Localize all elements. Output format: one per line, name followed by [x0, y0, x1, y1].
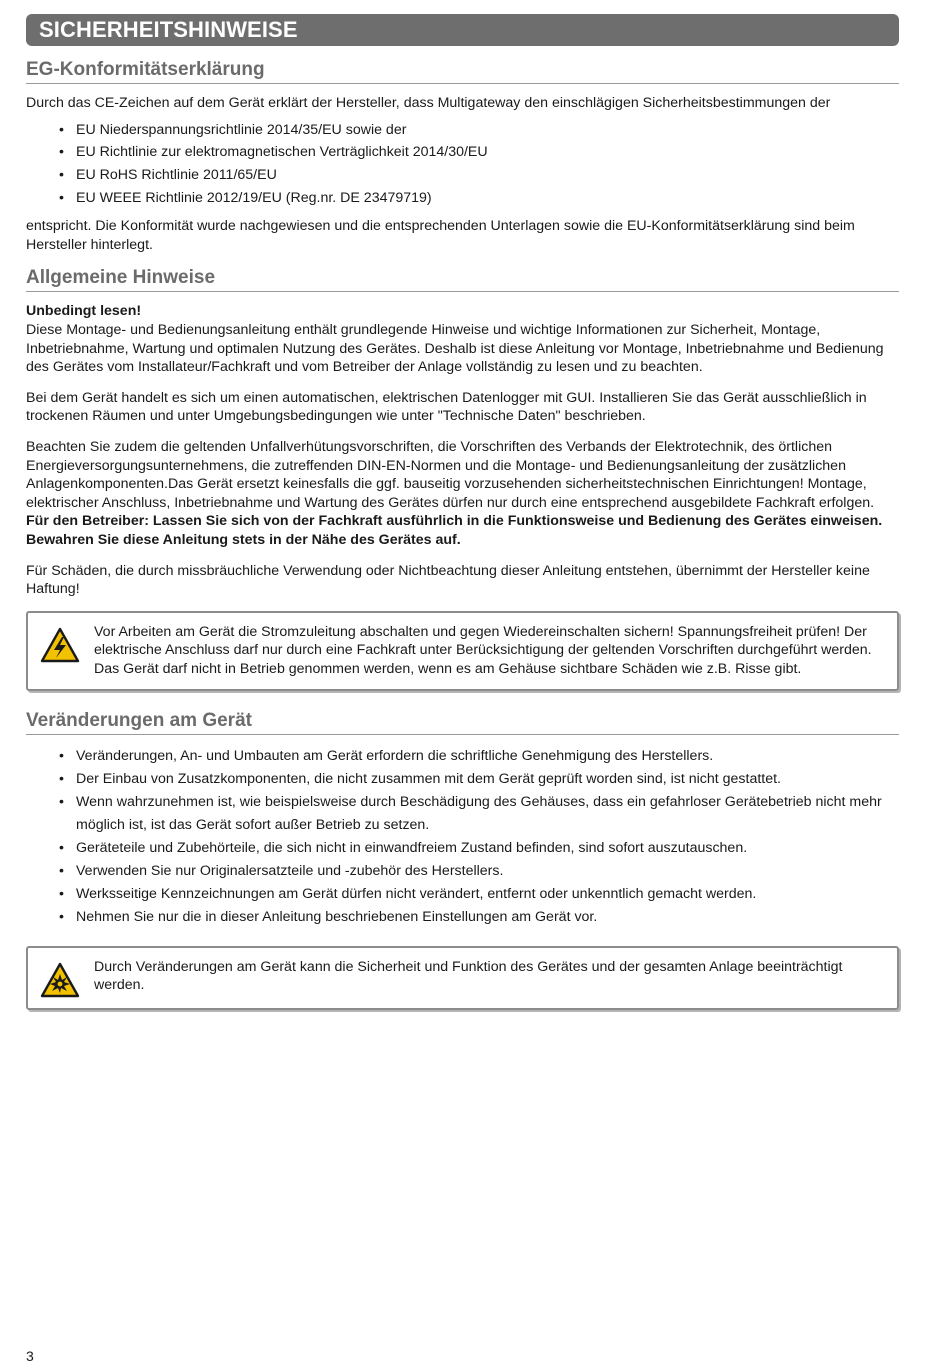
explosion-warning-text: Durch Veränderungen am Gerät kann die Sicherheit und Funktion des Gerätes und der gesamten Anlage beeinträchtigt werden. [94, 958, 843, 994]
electrical-warning-text: Vor Arbeiten am Gerät die Stromzuleitung abschalten und gegen Wiedereinschalten sichern! Spannungsfreiheit prüfen! Der elektrische Anschluss darf nur durch eine Fachkraft unter Berücksichtigung der geltenden Vorschriften durchgeführt werden. Das Gerät darf nicht in Betrieb genommen werden, wenn es am Gehäuse sichtbare Schäden wie z.B. Risse gibt. [94, 623, 872, 677]
list-item: • Wenn wahrzunehmen ist, wie beispielsweise durch Beschädigung des Gehäuses, dass ein gefahrloser Gerätebetrieb nicht mehr möglich ist, ist das Gerät sofort außer Betrieb zu setzen. [26, 791, 899, 837]
explosion-warning-box [26, 946, 899, 1010]
operator-note: Für den Betreiber: Lassen Sie sich von der Fachkraft ausführlich in die Funktionsweise und Bedienung des Gerätes einweisen. Bewahren Sie diese Anleitung stets in der Nähe des Gerätes auf. [26, 513, 883, 548]
page-number: 3 [26, 1348, 34, 1364]
list-item: • EU Richtlinie zur elektromagnetischen Verträglichkeit 2014/30/EU [26, 143, 899, 162]
list-item: • Verwenden Sie nur Originalersatzteile und -zubehör des Herstellers. [26, 860, 899, 883]
list-item: • EU RoHS Richtlinie 2011/65/EU [26, 166, 899, 185]
conformity-heading: EG-Konformitätserklärung [26, 58, 899, 84]
list-item: • Nehmen Sie nur die in dieser Anleitung beschriebenen Einstellungen am Gerät vor. [26, 906, 899, 929]
general-paragraph-4: Für Schäden, die durch missbräuchliche Verwendung oder Nichtbeachtung dieser Anleitung entstehen, übernimmt der Hersteller keine Haftung! [26, 562, 870, 598]
general-paragraph-3: Beachten Sie zudem die geltenden Unfallverhütungsvorschriften, die Vorschriften des Verbands der Elektrotechnik, des örtlichen Energieversorgungsunternehmens, die zutreffenden DIN-EN-Normen und die Montage- und Bedienungsanleitung der zusätzlichen Anlagenkomponenten.Das Gerät ersetzt keinesfalls die ggf. bauseitig vorzusehenden sicherheitstechnischen Einrichtungen! Montage, elektrischer Anschluss, Inbetriebnahme und Wartung des Gerätes dürfen nur durch eine entsprechend ausgebildete Fachkraft erfolgen. [26, 439, 875, 511]
page-title: SICHERHEITSHINWEISE [26, 14, 899, 46]
conformity-list [26, 121, 899, 208]
list-item: • Veränderungen, An- und Umbauten am Gerät erfordern die schriftliche Genehmigung des Herstellers. [26, 745, 899, 768]
high-voltage-warning-icon [40, 627, 80, 663]
must-read-label: Unbedingt lesen! [26, 303, 142, 320]
conformity-outro: entspricht. Die Konformität wurde nachgewiesen und die entsprechenden Unterlagen sowie die EU-Konformitätserklärung sind beim Hersteller hinterlegt. [26, 218, 855, 253]
modifications-heading: Veränderungen am Gerät [26, 709, 899, 735]
modifications-list [26, 745, 899, 929]
list-item: • EU Niederspannungsrichtlinie 2014/35/EU sowie der [26, 121, 899, 140]
general-section [26, 266, 899, 690]
list-item: • Geräteteile und Zubehörteile, die sich nicht in einwandfreiem Zustand befinden, sind sofort auszutauschen. [26, 837, 899, 860]
conformity-intro: Durch das CE-Zeichen auf dem Gerät erklärt der Hersteller, dass Multigateway den einschlägigen Sicherheitsbestimmungen der [26, 95, 831, 111]
modifications-section [26, 709, 899, 1010]
conformity-section [26, 58, 899, 254]
explosion-warning-icon [40, 962, 80, 998]
document-page [26, 14, 899, 1028]
list-item: • EU WEEE Richtlinie 2012/19/EU (Reg.nr. DE 23479719) [26, 189, 899, 208]
list-item: • Der Einbau von Zusatzkomponenten, die nicht zusammen mit dem Gerät geprüft worden sind, ist nicht gestattet. [26, 768, 899, 791]
electrical-warning-box [26, 611, 899, 691]
general-paragraph-1: Diese Montage- und Bedienungsanleitung enthält grundlegende Hinweise und wichtige Informationen zur Sicherheit, Montage, Inbetriebnahme, Wartung und optimalen Nutzung des Gerätes. Deshalb ist diese Anleitung vor Montage, Inbetriebnahme und Bedienung des Gerätes vom Installateur/Fachkraft und vom Betreiber der Anlage vollständig zu lesen und zu beachten. [26, 322, 884, 376]
general-paragraph-2: Bei dem Gerät handelt es sich um einen automatischen, elektrischen Datenlogger mit GUI. Installieren Sie das Gerät ausschließlich in trockenen Räumen und unter Umgebungsbedingungen wie unter "Technische Daten" beschrieben. [26, 389, 867, 425]
general-heading: Allgemeine Hinweise [26, 266, 899, 292]
list-item: • Werksseitige Kennzeichnungen am Gerät dürfen nicht verändert, entfernt oder unkenntlich gemacht werden. [26, 883, 899, 906]
